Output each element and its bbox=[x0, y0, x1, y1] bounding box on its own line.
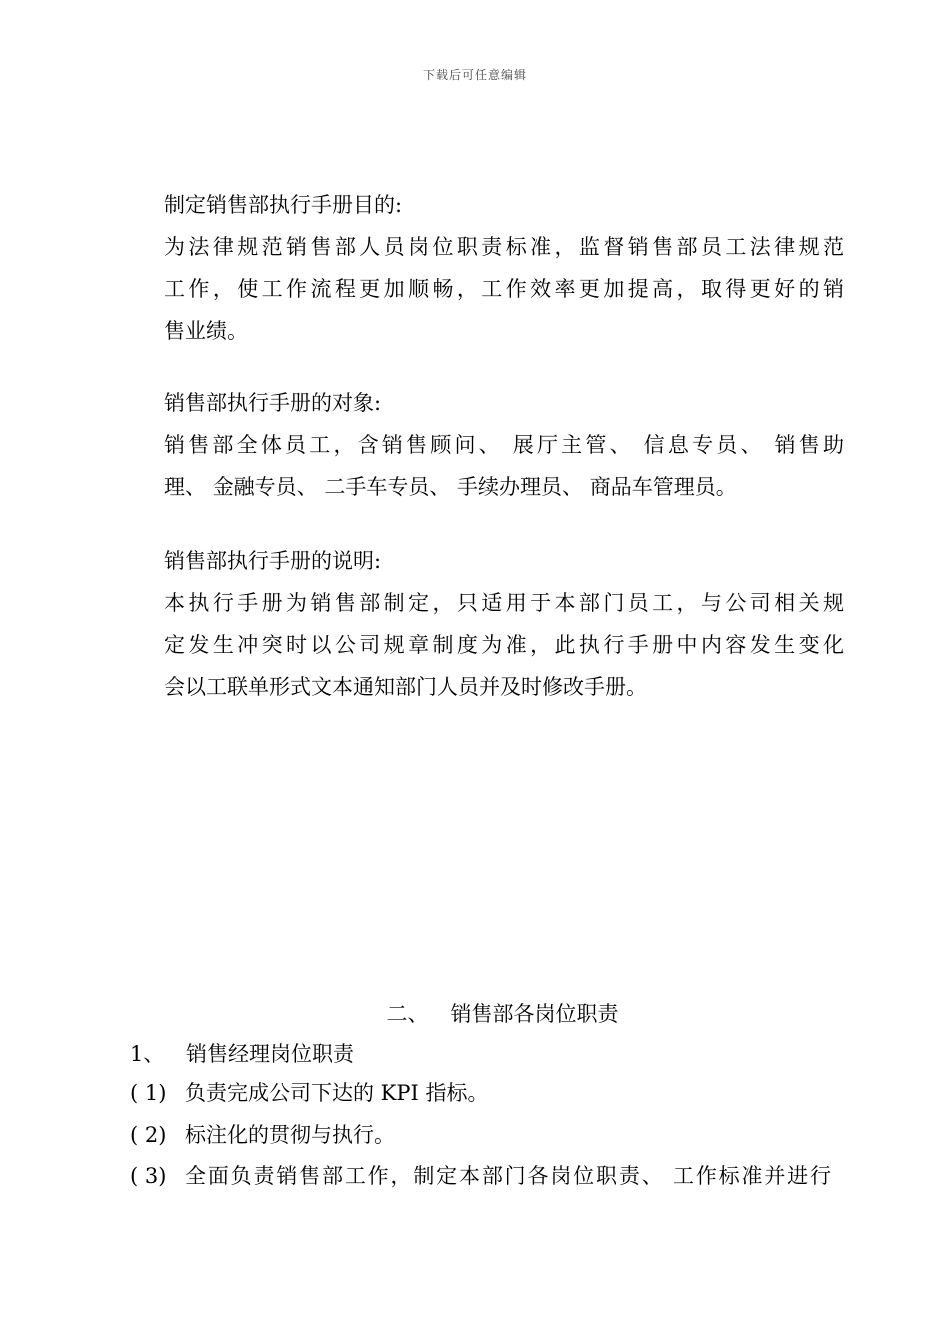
list-item-text: 负责完成公司下达的 KPI 指标。 bbox=[185, 1081, 489, 1105]
section-heading bbox=[130, 1034, 354, 1074]
chapter-title-text: 销售部各岗位职责 bbox=[450, 1002, 619, 1026]
section-number: 1、 bbox=[130, 1042, 165, 1066]
audience-line-1: 销售部全体员工，含销售顾问、 展厅主管、 信息专员、 销售助 bbox=[164, 433, 844, 457]
explanation-line-1: 本执行手册为销售部制定，只适用于本部门员工，与公司相关规 bbox=[164, 591, 844, 615]
purpose-section bbox=[164, 184, 844, 352]
purpose-heading: 制定销售部执行手册目的: bbox=[164, 193, 403, 217]
chapter-number: 二、 bbox=[386, 1002, 429, 1026]
audience-line-2: 理、 金融专员、 二手车专员、 手续办理员、 商品车管理员。 bbox=[164, 475, 737, 499]
explanation-heading: 销售部执行手册的说明: bbox=[164, 549, 382, 573]
purpose-line-3: 售业绩。 bbox=[164, 319, 248, 343]
list-item-text: 标注化的贯彻与执行。 bbox=[185, 1123, 395, 1147]
chapter-title bbox=[0, 994, 950, 1034]
explanation-section bbox=[164, 540, 844, 708]
purpose-line-1: 为法律规范销售部人员岗位职责标准，监督销售部员工法律规范 bbox=[164, 235, 844, 259]
explanation-line-3: 会以工联单形式文本通知部门人员并及时修改手册。 bbox=[164, 675, 647, 699]
audience-heading: 销售部执行手册的对象: bbox=[164, 391, 382, 415]
list-item-number: ( 3) bbox=[130, 1164, 167, 1188]
list-item bbox=[130, 1156, 832, 1196]
section-title: 销售经理岗位职责 bbox=[186, 1042, 354, 1066]
list-item bbox=[130, 1115, 832, 1155]
audience-section bbox=[164, 382, 844, 508]
list-item-number: ( 1) bbox=[130, 1081, 167, 1105]
list-item-number: ( 2) bbox=[130, 1123, 167, 1147]
page-header: 下载后可任意编辑 bbox=[422, 68, 527, 82]
purpose-line-2: 工作，使工作流程更加顺畅，工作效率更加提高，取得更好的销 bbox=[164, 277, 844, 301]
explanation-line-2: 定发生冲突时以公司规章制度为准，此执行手册中内容发生变化 bbox=[164, 633, 844, 657]
list-item-text: 全面负责销售部工作，制定本部门各岗位职责、 工作标准并进行 bbox=[185, 1164, 831, 1188]
list-item bbox=[130, 1073, 832, 1113]
